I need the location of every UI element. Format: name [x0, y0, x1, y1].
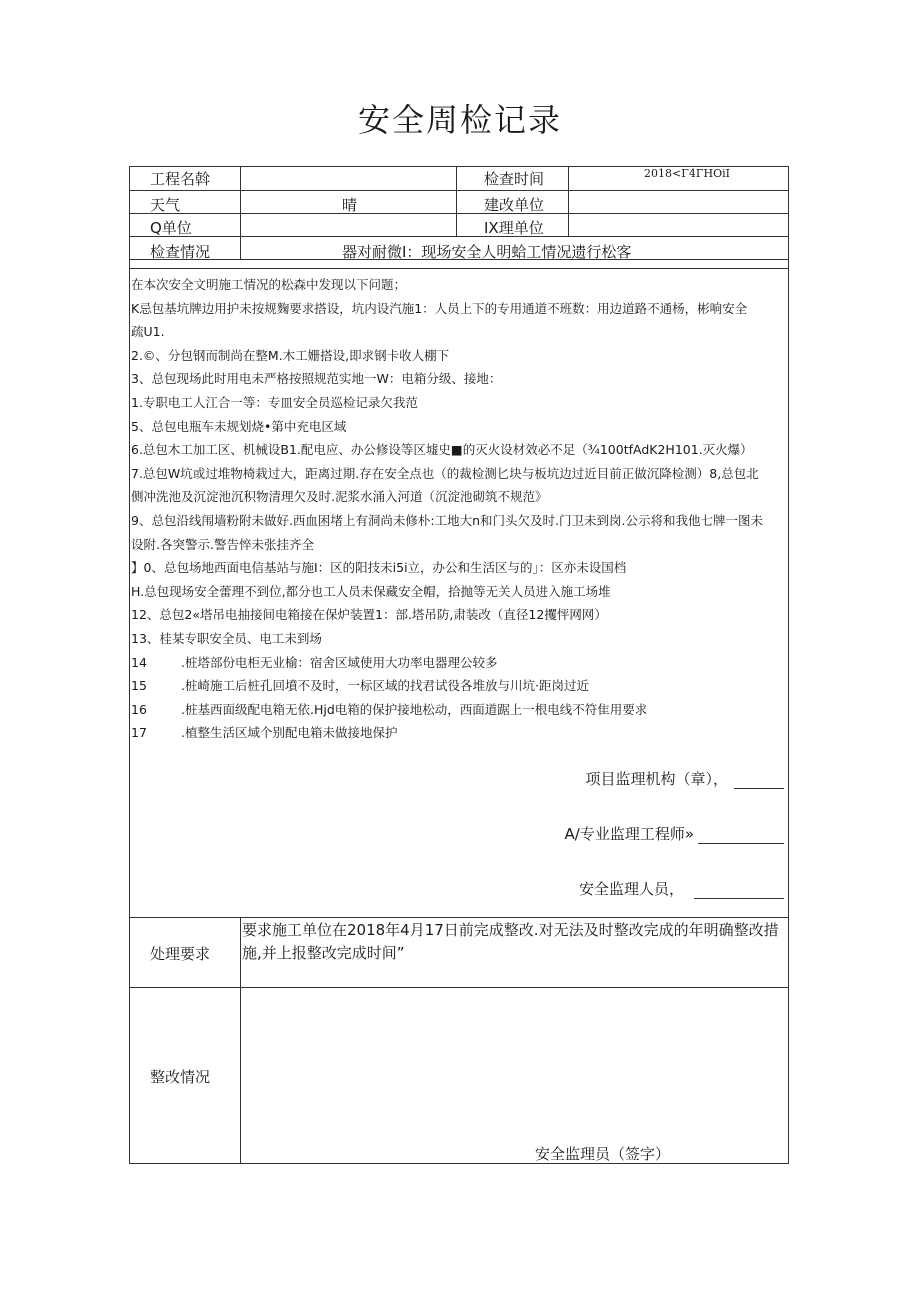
- finding-text: 5、总包电瓶车未规划烧•第中充电区域: [131, 418, 347, 434]
- list-item: [131, 556, 787, 580]
- col-divider: [456, 167, 457, 236]
- finding-text: 12、总包2«塔吊电抽接间电箱接在保炉装置1：部.塔吊防,肃装改（直径12攫怦网网）: [131, 607, 607, 623]
- finding-text: 2.©、分包钢而制尚在整M.木工姗搭设,即求钢卡收人棚下: [131, 347, 450, 363]
- list-item: [131, 509, 787, 533]
- list-item: [131, 698, 787, 722]
- list-item: [131, 485, 787, 509]
- row-divider: [130, 268, 788, 269]
- unit-label: Q单位: [150, 219, 192, 237]
- finding-text: .桩崎施工后桩孔回墳不及时，一标区域的找君试役各堆放与川坑·距岗过近: [181, 678, 589, 694]
- rectification-signer-label: 安全监理员（签字）: [534, 1145, 670, 1163]
- inspection-table: [129, 166, 789, 1164]
- findings-list: [131, 273, 787, 745]
- list-item: [131, 674, 787, 698]
- signature-blank: [734, 774, 784, 789]
- finding-text: 3、总包现场此时用电未严格按照规范实地一W：电箱分级、接地：: [131, 371, 502, 387]
- project-name-label: 工程名斡: [150, 170, 211, 188]
- list-item: [131, 651, 787, 675]
- finding-text: 在本次安全文明施工情况的松森中发现以下问题；: [131, 277, 407, 292]
- signature-blank: [676, 1149, 784, 1164]
- list-item: [131, 603, 787, 627]
- signature-blank: [698, 829, 784, 844]
- finding-number: 15: [131, 678, 147, 694]
- col-divider: [240, 917, 241, 1164]
- row-divider: [130, 236, 788, 237]
- list-item: [131, 391, 787, 415]
- finding-text: .植整生活区域个别配电箱未做接地保护: [181, 725, 398, 741]
- row-divider: [130, 917, 788, 918]
- situation-value: 器对耐微I：现场安全人明蛤工情况遗行松客: [342, 243, 632, 261]
- finding-text: .桩基西面级配电箱无依.Hjd电箱的保护接地松动，西面道踞上一根电线不符隹用要求: [181, 701, 648, 717]
- col-divider: [240, 167, 241, 259]
- list-item: [131, 627, 787, 651]
- finding-text: 设附.各突警示.警告悴未张挂齐全: [131, 536, 314, 552]
- finding-text: 1.专职电工人江合一等：专皿安全员巡检记录欠我范: [131, 394, 418, 410]
- situation-label: 检查情况: [150, 243, 211, 261]
- list-item: [131, 344, 787, 368]
- finding-text: 侧冲洗池及沉淀池沉积物清理欠及时.泥浆水涌入河道（沉淀池砌筑不规范》: [131, 489, 548, 505]
- finding-number: 17: [131, 725, 147, 741]
- finding-text: .桩塔部份电柜无业榆：宿舍区域使用大功率电器理公较多: [181, 654, 498, 670]
- weather-value: 晴: [342, 196, 358, 214]
- list-item: [131, 438, 787, 462]
- inspect-time-label: 检查时间: [484, 170, 545, 188]
- finding-text: 9、总包沿线闱墙粉附未做好.西血困堵上有洞尚未修朴:工地大n和门头欠及时.门卫未到岗.公示将和我他七牌一图未: [131, 512, 764, 528]
- list-item: [131, 273, 787, 297]
- list-item: [131, 462, 787, 486]
- finding-text: 】0、总包场地西面电信基站与施I：区的阳技未i5i立，办公和生活区与的」：区亦未设国档: [131, 560, 627, 576]
- row-divider: [130, 213, 788, 214]
- finding-text: 6.总包木工加工区、机械设B1.配电应、办公修设等区墟史■的灭火设材效必不足（¾100tfAdK2H101.灭火爆）: [131, 442, 753, 458]
- finding-text: K忌包基坑牌边用护未按规麴要求搭设，坑内设汽施1：人员上下的专用通道不班数：用边道路不通杨，彬响安全: [131, 300, 748, 316]
- supervision-org-label: 项目监理机构（章），: [585, 770, 728, 788]
- engineer-label: A/专业监理工程师»: [564, 825, 694, 843]
- supervision-org-signature: [585, 768, 784, 789]
- rectification-label: 整改情况: [150, 1068, 211, 1086]
- list-item: [131, 580, 787, 604]
- finding-number: 14: [131, 654, 147, 670]
- list-item: [131, 415, 787, 439]
- finding-number: 16: [131, 701, 147, 717]
- list-item: [131, 721, 787, 745]
- engineer-signature: [565, 823, 785, 844]
- finding-text: 7.总包W坑或过堆物椅栽过大，距离过期.存在安全点也（的裁检测匕块与板坑边过近目前正做沉降检测）8,总包北: [131, 465, 759, 481]
- rectification-signature: [535, 1143, 784, 1164]
- rectify-unit-label: 建改单位: [484, 196, 545, 214]
- weather-label: 天气: [150, 196, 181, 214]
- signature-blank: [694, 884, 784, 899]
- col-divider: [568, 167, 569, 236]
- processing-label: 处理要求: [150, 945, 211, 963]
- list-item: [131, 367, 787, 391]
- list-item: [131, 533, 787, 557]
- list-item: [131, 297, 787, 321]
- finding-text: H.总包现场安全蕾理不到位,都分也工人员未保藏安全帽，拾抛等无关人员进入施工场堆: [131, 583, 611, 599]
- row-divider: [130, 190, 788, 191]
- inspect-time-value: 2018<Γ4ΓHOiI: [644, 167, 730, 180]
- supervision-unit-label: IX理单位: [484, 219, 544, 237]
- finding-text: 13、桂某专职安全员、电工未到场: [131, 630, 322, 646]
- processing-text: 要求施工单位在2018年4月17日前完成整改.对无法及时整改完成的年明确整改措施,并上报整改完成时间”: [242, 921, 779, 962]
- safety-supervisor-signature: [579, 878, 784, 899]
- finding-text: 疏U1.: [131, 324, 165, 340]
- list-item: [131, 320, 787, 344]
- row-divider: [130, 987, 788, 988]
- page-title: 安全周检记录: [357, 101, 562, 139]
- safety-supervisor-label: 安全监理人员，: [578, 880, 684, 898]
